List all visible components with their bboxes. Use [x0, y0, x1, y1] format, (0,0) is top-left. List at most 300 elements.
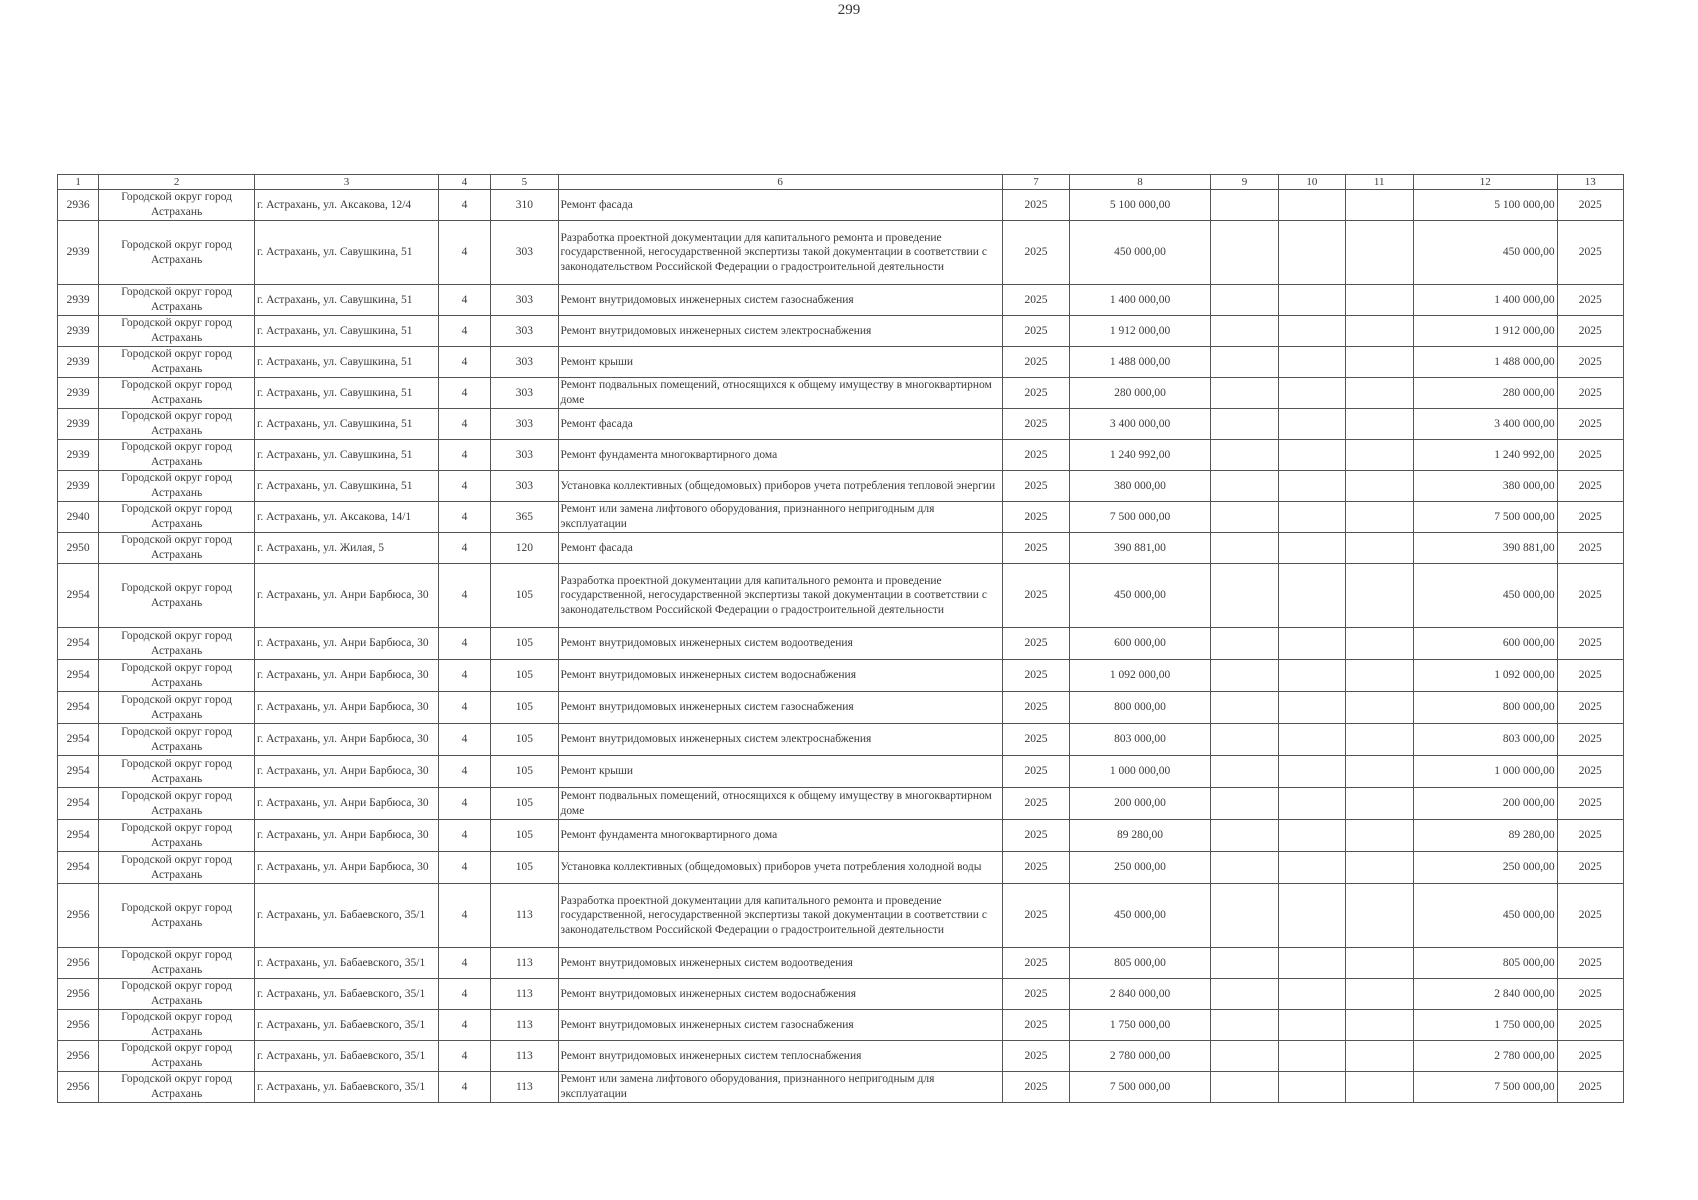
column-11-cell	[1345, 409, 1413, 440]
column-header: 10	[1279, 175, 1345, 190]
address-cell: г. Астрахань, ул. Анри Барбюса, 30	[254, 724, 438, 756]
column-10-cell	[1279, 190, 1345, 221]
column-9-cell	[1210, 502, 1278, 533]
column-8-cost-cell: 89 280,00	[1070, 820, 1211, 852]
column-11-cell	[1345, 1072, 1413, 1103]
column-7-cell: 2025	[1002, 948, 1069, 979]
column-number-row	[58, 175, 1624, 190]
column-4-cell: 4	[438, 564, 490, 628]
column-10-cell	[1279, 378, 1345, 409]
column-13-cell: 2025	[1557, 347, 1623, 378]
column-7-cell: 2025	[1002, 628, 1069, 660]
column-11-cell	[1345, 440, 1413, 471]
column-10-cell	[1279, 756, 1345, 788]
work-type-cell: Установка коллективных (общедомовых) приборов учета потребления холодной воды	[558, 852, 1002, 884]
column-10-cell	[1279, 820, 1345, 852]
municipality-cell: Городской округ город Астрахань	[99, 347, 255, 378]
column-4-cell: 4	[438, 692, 490, 724]
municipality-cell: Городской округ город Астрахань	[99, 788, 255, 820]
work-type-cell: Ремонт фасада	[558, 533, 1002, 564]
column-9-cell	[1210, 533, 1278, 564]
column-8-cost-cell: 1 092 000,00	[1070, 660, 1211, 692]
column-12-cost-cell: 1 912 000,00	[1413, 316, 1557, 347]
table-row	[58, 1041, 1624, 1072]
municipality-cell: Городской округ город Астрахань	[99, 820, 255, 852]
work-type-cell: Ремонт или замена лифтового оборудования, признанного непригодным для эксплуатации	[558, 502, 1002, 533]
column-10-cell	[1279, 788, 1345, 820]
column-13-cell: 2025	[1557, 1010, 1623, 1041]
column-7-cell: 2025	[1002, 660, 1069, 692]
column-11-cell	[1345, 820, 1413, 852]
row-number-cell: 2940	[58, 502, 99, 533]
column-13-cell: 2025	[1557, 409, 1623, 440]
column-5-cell: 113	[491, 979, 558, 1010]
column-header: 11	[1345, 175, 1413, 190]
column-12-cost-cell: 1 488 000,00	[1413, 347, 1557, 378]
municipality-cell: Городской округ город Астрахань	[99, 471, 255, 502]
column-13-cell: 2025	[1557, 852, 1623, 884]
table-row	[58, 948, 1624, 979]
column-5-cell: 105	[491, 564, 558, 628]
column-7-cell: 2025	[1002, 285, 1069, 316]
column-12-cost-cell: 7 500 000,00	[1413, 1072, 1557, 1103]
column-13-cell: 2025	[1557, 884, 1623, 948]
column-8-cost-cell: 1 240 992,00	[1070, 440, 1211, 471]
column-11-cell	[1345, 285, 1413, 316]
column-9-cell	[1210, 285, 1278, 316]
column-13-cell: 2025	[1557, 724, 1623, 756]
column-5-cell: 105	[491, 692, 558, 724]
row-number-cell: 2954	[58, 852, 99, 884]
municipality-cell: Городской округ город Астрахань	[99, 316, 255, 347]
column-8-cost-cell: 1 488 000,00	[1070, 347, 1211, 378]
column-8-cost-cell: 200 000,00	[1070, 788, 1211, 820]
column-11-cell	[1345, 533, 1413, 564]
column-11-cell	[1345, 884, 1413, 948]
work-type-cell: Ремонт фундамента многоквартирного дома	[558, 440, 1002, 471]
work-type-cell: Ремонт внутридомовых инженерных систем газоснабжения	[558, 692, 1002, 724]
column-8-cost-cell: 1 912 000,00	[1070, 316, 1211, 347]
work-type-cell: Ремонт фасада	[558, 409, 1002, 440]
column-header: 5	[491, 175, 558, 190]
address-cell: г. Астрахань, ул. Савушкина, 51	[254, 316, 438, 347]
address-cell: г. Астрахань, ул. Савушкина, 51	[254, 347, 438, 378]
column-12-cost-cell: 1 092 000,00	[1413, 660, 1557, 692]
municipality-cell: Городской округ город Астрахань	[99, 378, 255, 409]
column-9-cell	[1210, 948, 1278, 979]
column-11-cell	[1345, 1041, 1413, 1072]
column-4-cell: 4	[438, 884, 490, 948]
address-cell: г. Астрахань, ул. Анри Барбюса, 30	[254, 692, 438, 724]
work-type-cell: Разработка проектной документации для капитального ремонта и проведение государственной, негосударственной экспертизы такой документации в соответствии с законодательством Российской Федерации о градостроительной деятельности	[558, 884, 1002, 948]
column-13-cell: 2025	[1557, 788, 1623, 820]
column-4-cell: 4	[438, 378, 490, 409]
municipality-cell: Городской округ город Астрахань	[99, 660, 255, 692]
column-10-cell	[1279, 660, 1345, 692]
municipality-cell: Городской округ город Астрахань	[99, 502, 255, 533]
work-type-cell: Ремонт внутридомовых инженерных систем водоотведения	[558, 948, 1002, 979]
column-4-cell: 4	[438, 1072, 490, 1103]
column-5-cell: 113	[491, 1010, 558, 1041]
column-4-cell: 4	[438, 440, 490, 471]
column-12-cost-cell: 1 750 000,00	[1413, 1010, 1557, 1041]
column-4-cell: 4	[438, 502, 490, 533]
column-7-cell: 2025	[1002, 221, 1069, 285]
address-cell: г. Астрахань, ул. Савушкина, 51	[254, 285, 438, 316]
work-type-cell: Ремонт внутридомовых инженерных систем теплоснабжения	[558, 1041, 1002, 1072]
column-4-cell: 4	[438, 533, 490, 564]
municipality-cell: Городской округ город Астрахань	[99, 440, 255, 471]
column-4-cell: 4	[438, 409, 490, 440]
work-type-cell: Ремонт внутридомовых инженерных систем электроснабжения	[558, 724, 1002, 756]
address-cell: г. Астрахань, ул. Савушкина, 51	[254, 221, 438, 285]
column-13-cell: 2025	[1557, 316, 1623, 347]
column-8-cost-cell: 450 000,00	[1070, 221, 1211, 285]
address-cell: г. Астрахань, ул. Бабаевского, 35/1	[254, 948, 438, 979]
column-9-cell	[1210, 190, 1278, 221]
table-row	[58, 409, 1624, 440]
column-9-cell	[1210, 852, 1278, 884]
column-12-cost-cell: 390 881,00	[1413, 533, 1557, 564]
column-11-cell	[1345, 852, 1413, 884]
address-cell: г. Астрахань, ул. Жилая, 5	[254, 533, 438, 564]
column-11-cell	[1345, 628, 1413, 660]
column-9-cell	[1210, 440, 1278, 471]
column-12-cost-cell: 450 000,00	[1413, 564, 1557, 628]
column-7-cell: 2025	[1002, 979, 1069, 1010]
column-12-cost-cell: 1 400 000,00	[1413, 285, 1557, 316]
address-cell: г. Астрахань, ул. Бабаевского, 35/1	[254, 1041, 438, 1072]
column-9-cell	[1210, 471, 1278, 502]
table-row	[58, 502, 1624, 533]
column-11-cell	[1345, 756, 1413, 788]
table-row	[58, 533, 1624, 564]
column-10-cell	[1279, 724, 1345, 756]
municipality-cell: Городской округ город Астрахань	[99, 190, 255, 221]
table-row	[58, 347, 1624, 378]
column-header: 6	[558, 175, 1002, 190]
work-type-cell: Ремонт фасада	[558, 190, 1002, 221]
column-8-cost-cell: 600 000,00	[1070, 628, 1211, 660]
column-7-cell: 2025	[1002, 440, 1069, 471]
repair-program-table	[57, 174, 1624, 1103]
column-8-cost-cell: 1 000 000,00	[1070, 756, 1211, 788]
table-row	[58, 820, 1624, 852]
column-9-cell	[1210, 1072, 1278, 1103]
column-header: 2	[99, 175, 255, 190]
column-12-cost-cell: 450 000,00	[1413, 884, 1557, 948]
address-cell: г. Астрахань, ул. Анри Барбюса, 30	[254, 820, 438, 852]
row-number-cell: 2939	[58, 471, 99, 502]
column-8-cost-cell: 1 400 000,00	[1070, 285, 1211, 316]
column-13-cell: 2025	[1557, 756, 1623, 788]
column-7-cell: 2025	[1002, 316, 1069, 347]
column-4-cell: 4	[438, 948, 490, 979]
column-12-cost-cell: 3 400 000,00	[1413, 409, 1557, 440]
column-4-cell: 4	[438, 756, 490, 788]
row-number-cell: 2954	[58, 628, 99, 660]
row-number-cell: 2954	[58, 692, 99, 724]
column-12-cost-cell: 380 000,00	[1413, 471, 1557, 502]
municipality-cell: Городской округ город Астрахань	[99, 692, 255, 724]
municipality-cell: Городской округ город Астрахань	[99, 533, 255, 564]
column-13-cell: 2025	[1557, 440, 1623, 471]
municipality-cell: Городской округ город Астрахань	[99, 1010, 255, 1041]
work-type-cell: Разработка проектной документации для капитального ремонта и проведение государственной, негосударственной экспертизы такой документации в соответствии с законодательством Российской Федерации о градостроительной деятельности	[558, 564, 1002, 628]
column-10-cell	[1279, 692, 1345, 724]
column-7-cell: 2025	[1002, 1041, 1069, 1072]
address-cell: г. Астрахань, ул. Бабаевского, 35/1	[254, 884, 438, 948]
column-13-cell: 2025	[1557, 502, 1623, 533]
column-7-cell: 2025	[1002, 190, 1069, 221]
column-8-cost-cell: 803 000,00	[1070, 724, 1211, 756]
column-12-cost-cell: 1 000 000,00	[1413, 756, 1557, 788]
column-12-cost-cell: 7 500 000,00	[1413, 502, 1557, 533]
column-8-cost-cell: 5 100 000,00	[1070, 190, 1211, 221]
table-row	[58, 471, 1624, 502]
municipality-cell: Городской округ город Астрахань	[99, 852, 255, 884]
column-7-cell: 2025	[1002, 347, 1069, 378]
column-11-cell	[1345, 221, 1413, 285]
column-7-cell: 2025	[1002, 884, 1069, 948]
column-10-cell	[1279, 564, 1345, 628]
row-number-cell: 2954	[58, 756, 99, 788]
municipality-cell: Городской округ город Астрахань	[99, 409, 255, 440]
column-9-cell	[1210, 724, 1278, 756]
work-type-cell: Ремонт или замена лифтового оборудования, признанного непригодным для эксплуатации	[558, 1072, 1002, 1103]
address-cell: г. Астрахань, ул. Анри Барбюса, 30	[254, 788, 438, 820]
row-number-cell: 2954	[58, 820, 99, 852]
municipality-cell: Городской округ город Астрахань	[99, 979, 255, 1010]
column-7-cell: 2025	[1002, 1010, 1069, 1041]
row-number-cell: 2956	[58, 979, 99, 1010]
column-header: 7	[1002, 175, 1069, 190]
address-cell: г. Астрахань, ул. Бабаевского, 35/1	[254, 1010, 438, 1041]
column-9-cell	[1210, 979, 1278, 1010]
column-header: 1	[58, 175, 99, 190]
municipality-cell: Городской округ город Астрахань	[99, 221, 255, 285]
column-8-cost-cell: 800 000,00	[1070, 692, 1211, 724]
table-row	[58, 285, 1624, 316]
column-4-cell: 4	[438, 628, 490, 660]
column-5-cell: 113	[491, 1041, 558, 1072]
column-7-cell: 2025	[1002, 820, 1069, 852]
column-5-cell: 365	[491, 502, 558, 533]
table-row	[58, 788, 1624, 820]
table-row	[58, 628, 1624, 660]
column-13-cell: 2025	[1557, 628, 1623, 660]
column-4-cell: 4	[438, 347, 490, 378]
column-4-cell: 4	[438, 820, 490, 852]
column-9-cell	[1210, 628, 1278, 660]
column-5-cell: 113	[491, 1072, 558, 1103]
column-13-cell: 2025	[1557, 533, 1623, 564]
table-row	[58, 1072, 1624, 1103]
column-5-cell: 303	[491, 378, 558, 409]
work-type-cell: Ремонт фундамента многоквартирного дома	[558, 820, 1002, 852]
work-type-cell: Ремонт внутридомовых инженерных систем водоснабжения	[558, 660, 1002, 692]
column-8-cost-cell: 250 000,00	[1070, 852, 1211, 884]
column-4-cell: 4	[438, 190, 490, 221]
column-12-cost-cell: 800 000,00	[1413, 692, 1557, 724]
column-8-cost-cell: 7 500 000,00	[1070, 502, 1211, 533]
column-10-cell	[1279, 1010, 1345, 1041]
row-number-cell: 2939	[58, 285, 99, 316]
column-9-cell	[1210, 788, 1278, 820]
column-13-cell: 2025	[1557, 820, 1623, 852]
row-number-cell: 2956	[58, 1072, 99, 1103]
municipality-cell: Городской округ город Астрахань	[99, 285, 255, 316]
column-12-cost-cell: 250 000,00	[1413, 852, 1557, 884]
address-cell: г. Астрахань, ул. Савушкина, 51	[254, 378, 438, 409]
column-13-cell: 2025	[1557, 378, 1623, 409]
column-13-cell: 2025	[1557, 564, 1623, 628]
table-row	[58, 316, 1624, 347]
column-4-cell: 4	[438, 221, 490, 285]
column-7-cell: 2025	[1002, 564, 1069, 628]
column-10-cell	[1279, 409, 1345, 440]
column-12-cost-cell: 805 000,00	[1413, 948, 1557, 979]
column-9-cell	[1210, 884, 1278, 948]
column-11-cell	[1345, 660, 1413, 692]
column-12-cost-cell: 1 240 992,00	[1413, 440, 1557, 471]
table-row	[58, 979, 1624, 1010]
column-5-cell: 303	[491, 471, 558, 502]
column-5-cell: 303	[491, 316, 558, 347]
column-11-cell	[1345, 378, 1413, 409]
column-5-cell: 303	[491, 285, 558, 316]
column-4-cell: 4	[438, 852, 490, 884]
municipality-cell: Городской округ город Астрахань	[99, 628, 255, 660]
column-8-cost-cell: 450 000,00	[1070, 564, 1211, 628]
table-row	[58, 564, 1624, 628]
column-11-cell	[1345, 564, 1413, 628]
column-11-cell	[1345, 347, 1413, 378]
table-row	[58, 221, 1624, 285]
column-13-cell: 2025	[1557, 979, 1623, 1010]
column-5-cell: 303	[491, 440, 558, 471]
column-header: 12	[1413, 175, 1557, 190]
column-11-cell	[1345, 502, 1413, 533]
column-13-cell: 2025	[1557, 660, 1623, 692]
column-4-cell: 4	[438, 471, 490, 502]
column-9-cell	[1210, 756, 1278, 788]
work-type-cell: Ремонт крыши	[558, 347, 1002, 378]
column-11-cell	[1345, 788, 1413, 820]
row-number-cell: 2956	[58, 1010, 99, 1041]
column-8-cost-cell: 280 000,00	[1070, 378, 1211, 409]
table-row	[58, 852, 1624, 884]
column-9-cell	[1210, 221, 1278, 285]
column-header: 3	[254, 175, 438, 190]
column-10-cell	[1279, 347, 1345, 378]
work-type-cell: Ремонт внутридомовых инженерных систем газоснабжения	[558, 285, 1002, 316]
column-10-cell	[1279, 316, 1345, 347]
column-4-cell: 4	[438, 1041, 490, 1072]
column-11-cell	[1345, 471, 1413, 502]
column-9-cell	[1210, 1010, 1278, 1041]
address-cell: г. Астрахань, ул. Бабаевского, 35/1	[254, 979, 438, 1010]
column-9-cell	[1210, 660, 1278, 692]
work-type-cell: Разработка проектной документации для капитального ремонта и проведение государственной, негосударственной экспертизы такой документации в соответствии с законодательством Российской Федерации о градостроительной деятельности	[558, 221, 1002, 285]
column-9-cell	[1210, 378, 1278, 409]
column-4-cell: 4	[438, 788, 490, 820]
column-5-cell: 105	[491, 660, 558, 692]
address-cell: г. Астрахань, ул. Анри Барбюса, 30	[254, 660, 438, 692]
work-type-cell: Установка коллективных (общедомовых) приборов учета потребления тепловой энергии	[558, 471, 1002, 502]
column-11-cell	[1345, 1010, 1413, 1041]
column-5-cell: 105	[491, 788, 558, 820]
column-12-cost-cell: 2 780 000,00	[1413, 1041, 1557, 1072]
column-9-cell	[1210, 564, 1278, 628]
column-7-cell: 2025	[1002, 852, 1069, 884]
column-13-cell: 2025	[1557, 948, 1623, 979]
row-number-cell: 2939	[58, 347, 99, 378]
column-10-cell	[1279, 1041, 1345, 1072]
column-5-cell: 113	[491, 948, 558, 979]
row-number-cell: 2939	[58, 440, 99, 471]
address-cell: г. Астрахань, ул. Анри Барбюса, 30	[254, 564, 438, 628]
row-number-cell: 2939	[58, 221, 99, 285]
column-7-cell: 2025	[1002, 409, 1069, 440]
column-7-cell: 2025	[1002, 502, 1069, 533]
row-number-cell: 2956	[58, 884, 99, 948]
column-header: 9	[1210, 175, 1278, 190]
work-type-cell: Ремонт внутридомовых инженерных систем водоотведения	[558, 628, 1002, 660]
table-row	[58, 660, 1624, 692]
column-5-cell: 105	[491, 820, 558, 852]
column-10-cell	[1279, 221, 1345, 285]
column-10-cell	[1279, 884, 1345, 948]
table-row	[58, 190, 1624, 221]
column-11-cell	[1345, 316, 1413, 347]
column-5-cell: 310	[491, 190, 558, 221]
column-12-cost-cell: 280 000,00	[1413, 378, 1557, 409]
column-5-cell: 120	[491, 533, 558, 564]
column-7-cell: 2025	[1002, 724, 1069, 756]
municipality-cell: Городской округ город Астрахань	[99, 724, 255, 756]
column-4-cell: 4	[438, 1010, 490, 1041]
address-cell: г. Астрахань, ул. Анри Барбюса, 30	[254, 756, 438, 788]
column-13-cell: 2025	[1557, 285, 1623, 316]
address-cell: г. Астрахань, ул. Савушкина, 51	[254, 409, 438, 440]
column-12-cost-cell: 600 000,00	[1413, 628, 1557, 660]
municipality-cell: Городской округ город Астрахань	[99, 948, 255, 979]
municipality-cell: Городской округ город Астрахань	[99, 884, 255, 948]
column-12-cost-cell: 2 840 000,00	[1413, 979, 1557, 1010]
row-number-cell: 2956	[58, 1041, 99, 1072]
column-7-cell: 2025	[1002, 378, 1069, 409]
column-12-cost-cell: 89 280,00	[1413, 820, 1557, 852]
column-9-cell	[1210, 409, 1278, 440]
row-number-cell: 2956	[58, 948, 99, 979]
column-9-cell	[1210, 316, 1278, 347]
row-number-cell: 2954	[58, 564, 99, 628]
column-7-cell: 2025	[1002, 756, 1069, 788]
municipality-cell: Городской округ город Астрахань	[99, 1041, 255, 1072]
work-type-cell: Ремонт внутридомовых инженерных систем газоснабжения	[558, 1010, 1002, 1041]
column-5-cell: 113	[491, 884, 558, 948]
column-10-cell	[1279, 440, 1345, 471]
column-header: 8	[1070, 175, 1211, 190]
column-11-cell	[1345, 190, 1413, 221]
column-12-cost-cell: 5 100 000,00	[1413, 190, 1557, 221]
column-5-cell: 105	[491, 628, 558, 660]
address-cell: г. Астрахань, ул. Савушкина, 51	[254, 440, 438, 471]
column-10-cell	[1279, 979, 1345, 1010]
municipality-cell: Городской округ город Астрахань	[99, 1072, 255, 1103]
column-5-cell: 303	[491, 221, 558, 285]
